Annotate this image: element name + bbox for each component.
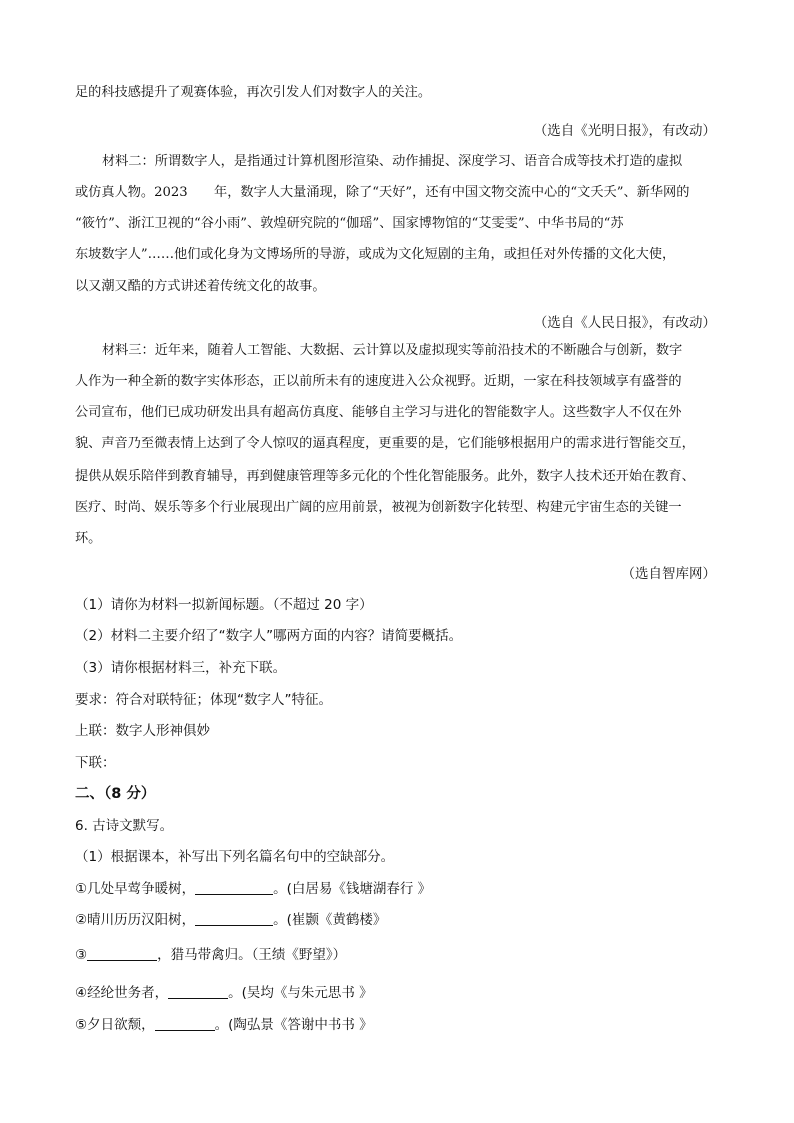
material3-line: 医疗、时尚、娱乐等多个行业展现出广阔的应用前景，被视为创新数字化转型、构建元宇宙生态的关键一	[75, 500, 682, 515]
answer-blank[interactable]	[195, 912, 273, 926]
poem-suffix: 。(白居易《钱塘湖春行 》	[273, 881, 432, 897]
material2-line: 或仿真人物。2023 年，数字人大量涌现，除了“天好”，还有中国文物交流中心的“文夭夭”、新华网的	[75, 185, 690, 200]
poem-suffix: 。(吴均《与朱元思书 》	[228, 985, 373, 1001]
answer-blank[interactable]	[155, 1017, 215, 1031]
poem-line-1	[75, 877, 431, 897]
poem-prefix: ①几处早莺争暖树，	[75, 881, 196, 897]
poem-line-2	[75, 908, 386, 928]
poem-prefix: ④经纶世务者，	[75, 985, 169, 1001]
material2-line: “筱竹”、浙江卫视的“谷小雨”、敦煌研究院的“伽瑶”、国家博物馆的“艾雯雯”、中华书局的“苏	[75, 216, 624, 231]
material2-line: 材料二：所谓数字人，是指通过计算机图形渲染、动作捕捉、深度学习、语音合成等技术打造的虚拟	[102, 154, 683, 169]
material3-line: 环。	[75, 531, 102, 546]
material2-line: 东坡数字人”……他们或化身为文博场所的导游，或成为文化短剧的主角，或担任对外传播的文化大使，	[75, 247, 676, 262]
poem-prefix: ②晴川历历汉阳树，	[75, 912, 196, 928]
source-guangming: （选自《光明日报》，有改动）	[533, 123, 716, 139]
question-2: （2）材料二主要介绍了“数字人”哪两方面的内容？请简要概括。	[75, 628, 463, 644]
poem-suffix: 。(陶弘景《答谢中书书 》	[214, 1017, 373, 1033]
couplet-lower: 下联：	[75, 755, 116, 771]
question-6-sub: （1）根据课本，补写出下列名篇名句中的空缺部分。	[75, 849, 395, 865]
poem-line-4	[75, 981, 373, 1001]
material2-line: 以又潮又酷的方式讲述着传统文化的故事。	[75, 279, 326, 294]
source-zhiku: （选自智库网）	[621, 566, 716, 582]
answer-blank[interactable]	[87, 947, 157, 961]
poem-line-3	[75, 943, 346, 963]
source-renmin: （选自《人民日报》，有改动）	[533, 315, 716, 331]
question-6-title: 6. 古诗文默写。	[75, 818, 174, 834]
poem-suffix: ，猎马带禽归。（王绩《野望》）	[157, 947, 347, 963]
material3-line: 材料三：近年来，随着人工智能、大数据、云计算以及虚拟现实等前沿技术的不断融合与创新，数字	[102, 343, 683, 358]
material3-line: 公司宣布，他们已成功研发出具有超高仿真度、能够自主学习与进化的智能数字人。这些数字人不仅在外	[75, 405, 682, 420]
question-3: （3）请你根据材料三，补充下联。	[75, 660, 287, 676]
material3-line: 人作为一种全新的数字实体形态，正以前所未有的速度进入公众视野。近期，一家在科技领域享有盛誉的	[75, 374, 682, 389]
poem-prefix: ③	[75, 947, 88, 963]
couplet-upper: 上联：数字人形神俱妙	[75, 723, 210, 739]
material3-line: 貌、声音乃至微表情上达到了令人惊叹的逼真程度，更重要的是，它们能够根据用户的需求进行智能交互，	[75, 436, 695, 451]
couplet-requirement: 要求：符合对联特征；体现“数字人”特征。	[75, 692, 332, 708]
poem-suffix: 。(崔颢《黄鹤楼》	[273, 912, 387, 928]
answer-blank[interactable]	[195, 881, 273, 895]
material3-line: 提供从娱乐陪伴到教育辅导，再到健康管理等多元化的个性化智能服务。此外，数字人技术还开始在教育、	[75, 469, 695, 484]
poem-prefix: ⑤夕日欲颓，	[75, 1017, 155, 1033]
question-1: （1）请你为材料一拟新闻标题。（不超过 20 字）	[75, 597, 373, 613]
section-heading: 二、（8 分）	[75, 786, 156, 802]
poem-line-5	[75, 1013, 373, 1033]
answer-blank[interactable]	[168, 985, 228, 999]
material1-end-text: 足的科技感提升了观赛体验，再次引发人们对数字人的关注。	[75, 85, 432, 100]
